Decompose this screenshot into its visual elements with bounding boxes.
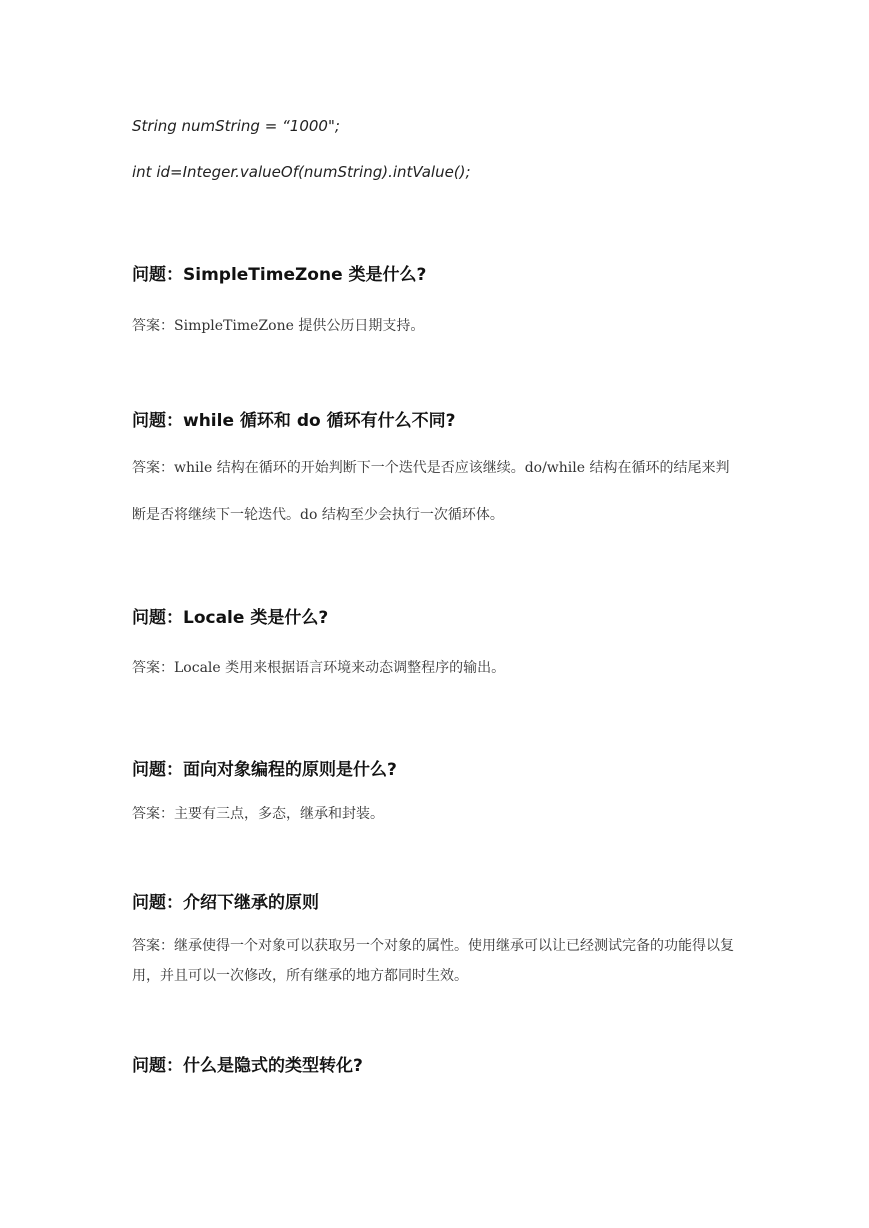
question-heading: 问题：SimpleTimeZone 类是什么? — [132, 265, 427, 285]
answer-text: 答案：主要有三点，多态，继承和封装。 — [132, 806, 384, 822]
question-heading: 问题：面向对象编程的原则是什么? — [132, 760, 397, 780]
question-heading: 问题：while 循环和 do 循环有什么不同? — [132, 411, 456, 431]
code-line-1: String numString = “1000"; — [132, 117, 340, 135]
answer-text: 答案：Locale 类用来根据语言环境来动态调整程序的输出。 — [132, 660, 506, 676]
question-heading: 问题：Locale 类是什么? — [132, 608, 329, 628]
answer-text: 答案：while 结构在循环的开始判断下一个迭代是否应该继续。do/while 结构在循环的结尾来判断是否将继续下一轮迭代。do 结构至少会执行一次循环体。 — [132, 460, 730, 523]
answer-text: 答案：SimpleTimeZone 提供公历日期支持。 — [132, 318, 425, 334]
question-heading: 问题：什么是隐式的类型转化? — [132, 1056, 363, 1076]
answer-text: 答案：继承使得一个对象可以获取另一个对象的属性。使用继承可以让已经测试完备的功能得以复用，并且可以一次修改，所有继承的地方都同时生效。 — [132, 938, 734, 984]
code-line-2: int id=Integer.valueOf(numString).intValue(); — [132, 163, 471, 181]
question-heading: 问题：介绍下继承的原则 — [132, 893, 319, 913]
